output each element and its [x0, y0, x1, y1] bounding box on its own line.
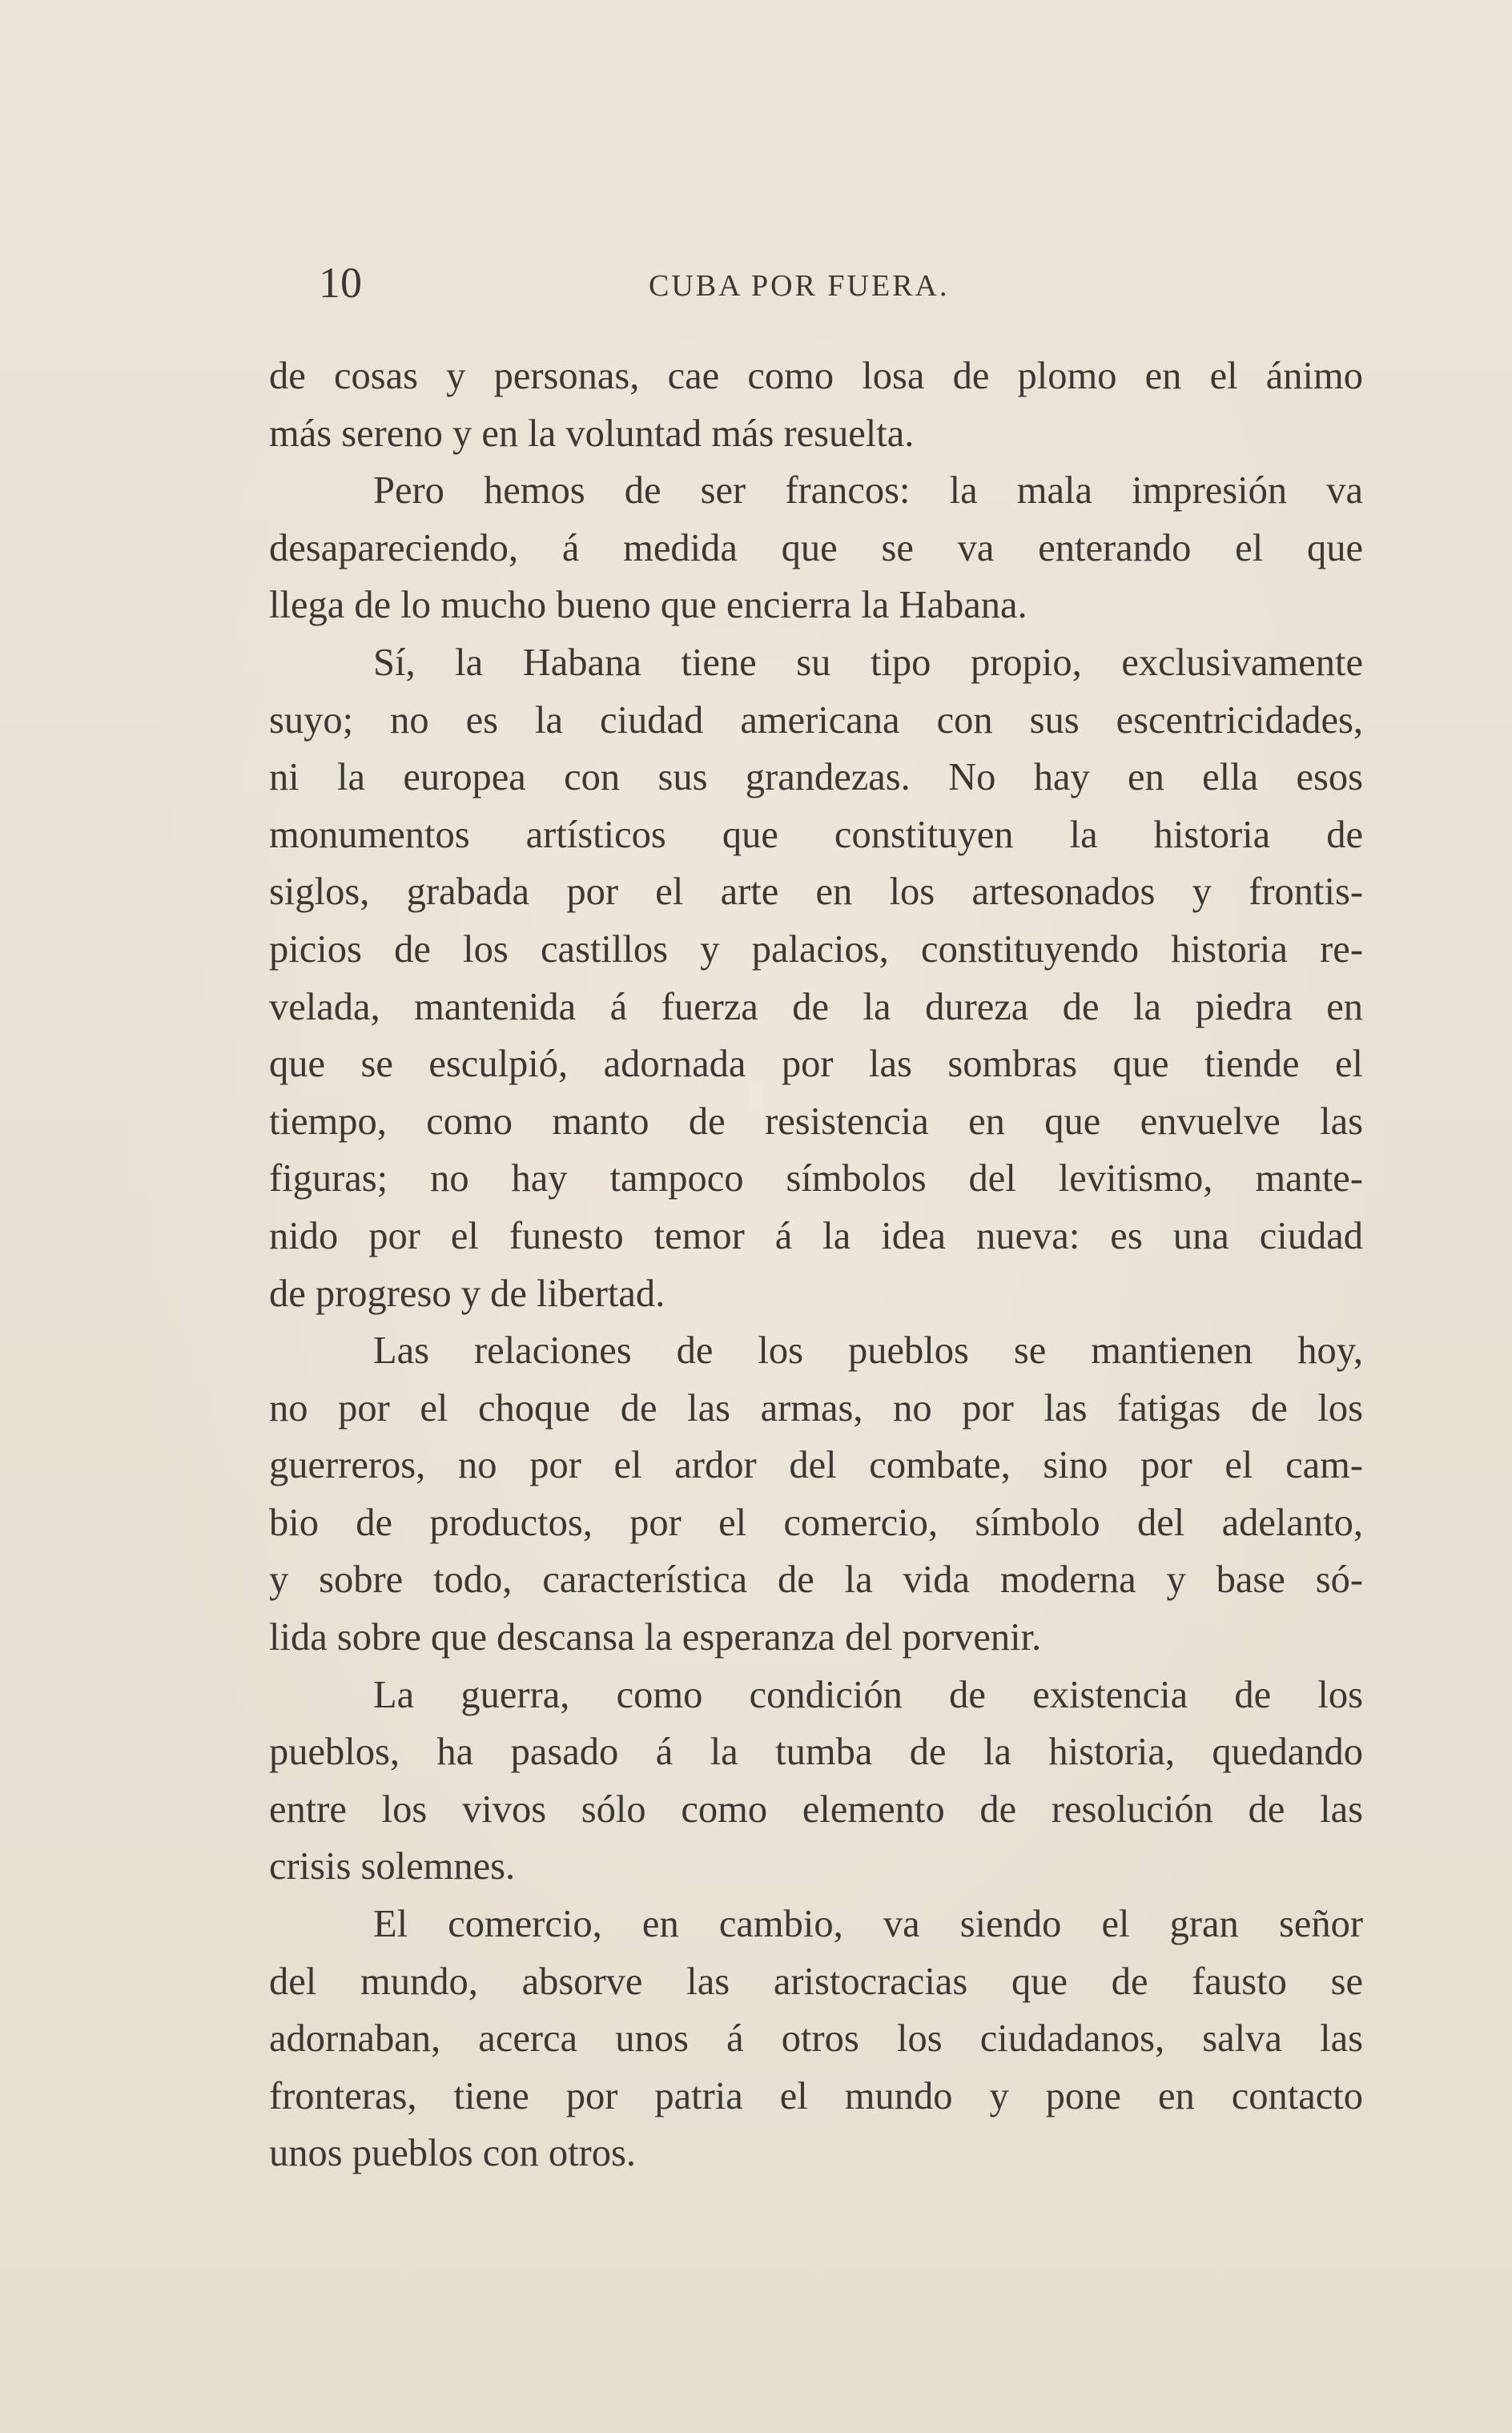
- text-line: picios de los castillos y palacios, constituyendo historia re-: [269, 927, 1363, 971]
- text-line: y sobre todo, característica de la vida moderna y base só-: [269, 1558, 1363, 1602]
- text-line: El comercio, en cambio, va siendo el gran señor: [373, 1903, 1363, 1946]
- page-header: [269, 255, 1369, 311]
- text-line: crisis solemnes.: [269, 1845, 516, 1888]
- text-line: entre los vivos sólo como elemento de resolución de las: [269, 1788, 1363, 1831]
- text-line: desapareciendo, á medida que se va enterando el que: [269, 526, 1363, 569]
- text-line: Pero hemos de ser francos: la mala impresión va: [373, 469, 1363, 513]
- text-line: llega de lo mucho bueno que encierra la Habana.: [269, 584, 1027, 627]
- text-line: velada, mantenida á fuerza de la dureza de la piedra en: [269, 985, 1363, 1028]
- page-number: 10: [319, 259, 362, 307]
- text-line: siglos, grabada por el arte en los artesonados y frontis-: [269, 871, 1363, 914]
- text-line: unos pueblos con otros.: [269, 2132, 637, 2175]
- body-text: [269, 348, 1363, 2182]
- text-line: monumentos artísticos que constituyen la historia de: [269, 813, 1363, 856]
- text-line: bio de productos, por el comercio, símbolo del adelanto,: [269, 1501, 1363, 1544]
- text-line: más sereno y en la voluntad más resuelta.: [269, 412, 915, 455]
- text-line: nido por el funesto temor á la idea nueva: es una ciudad: [269, 1214, 1363, 1257]
- text-line: La guerra, como condición de existencia de los: [373, 1673, 1363, 1716]
- text-line: ni la europea con sus grandezas. No hay en ella esos: [269, 756, 1363, 799]
- text-line: que se esculpió, adornada por las sombras que tiende el: [269, 1043, 1363, 1086]
- text-line: adornaban, acerca unos á otros los ciudadanos, salva las: [269, 2017, 1363, 2061]
- text-line: Sí, la Habana tiene su tipo propio, exclusivamente: [373, 641, 1363, 684]
- text-line: suyo; no es la ciudad americana con sus escentricidades,: [269, 698, 1363, 742]
- text-line: de cosas y personas, cae como losa de plomo en el ánimo: [269, 355, 1363, 397]
- text-line: figuras; no hay tampoco símbolos del levitismo, mante-: [269, 1157, 1363, 1200]
- text-line: tiempo, como manto de resistencia en que envuelve las: [269, 1100, 1363, 1143]
- running-title: CUBA POR FUERA.: [649, 269, 950, 303]
- text-line: Las relaciones de los pueblos se mantienen hoy,: [373, 1329, 1363, 1373]
- text-line: no por el choque de las armas, no por las fatigas de los: [269, 1386, 1363, 1430]
- text-line: guerreros, no por el ardor del combate, sino por el cam-: [269, 1444, 1363, 1487]
- text-line: lida sobre que descansa la esperanza del porvenir.: [269, 1616, 1042, 1659]
- text-line: de progreso y de libertad.: [269, 1272, 666, 1315]
- text-line: del mundo, absorve las aristocracias que de fausto se: [269, 1960, 1363, 2003]
- text-line: pueblos, ha pasado á la tumba de la historia, quedando: [269, 1731, 1363, 1774]
- text-line: fronteras, tiene por patria el mundo y pone en contacto: [269, 2074, 1363, 2117]
